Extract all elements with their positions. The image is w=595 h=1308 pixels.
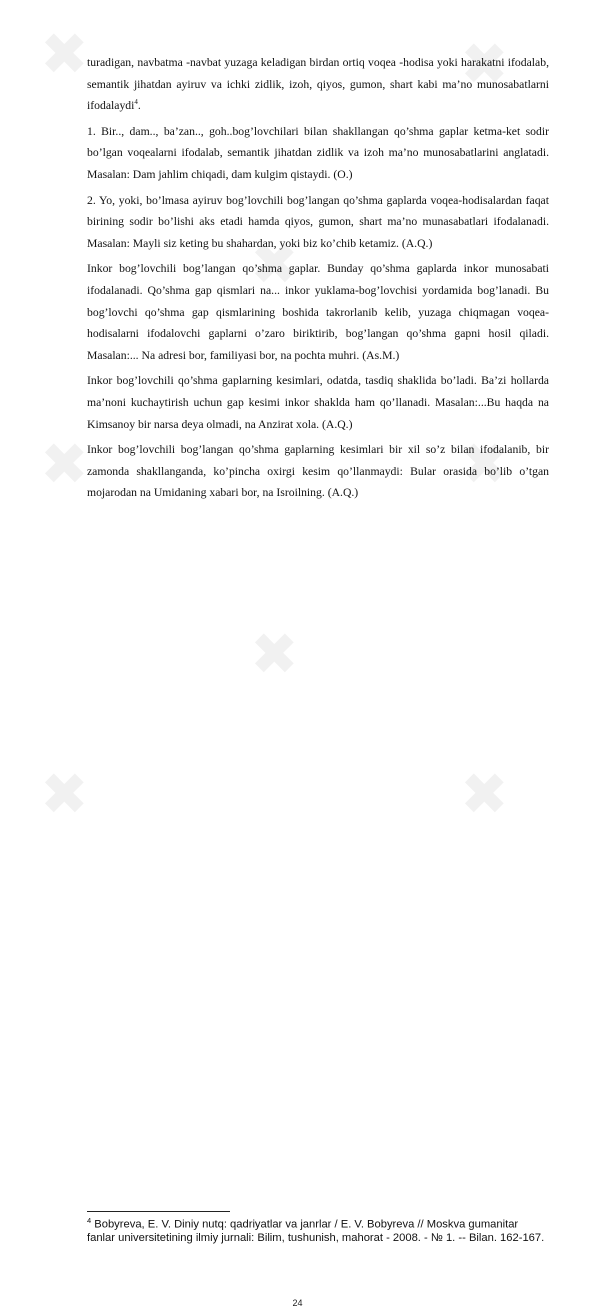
footnote-number: 4 <box>87 1215 92 1225</box>
footnote-text: Bobyreva, E. V. Diniy nutq: qadriyatlar va janrlar / E. V. Bobyreva // Moskva gumanitar fanlar universitetining ilmiy jurnali: Bilim, tushunish, mahorat - 2008. - № 1. -- Bilan. 162-167. <box>87 1218 545 1244</box>
watermark-mark: ✖ <box>460 30 509 98</box>
footnote-ref[interactable]: 4 <box>134 98 138 107</box>
watermark-mark: ✖ <box>40 760 89 828</box>
watermark-mark: ✖ <box>250 230 299 298</box>
paragraph-inkor-bir-xil: Inkor bog’lovchili bog’langan qo’shma gaplarning kesimlari bir xil so’z bilan ifodalanib, bir zamonda shakllanganda, ko’pincha oxirgi kesim qo’llanmaydi: Bular orasida bo’lib o’tgan mojarodan na Umidaning xabari bor, na Isroilning. (A.Q.) <box>87 443 549 500</box>
footnote <box>87 1214 549 1245</box>
footnote-divider <box>87 1211 230 1212</box>
watermark-mark: ✖ <box>460 430 509 498</box>
watermark-mark: ✖ <box>40 20 89 88</box>
paragraph-item-2: 2. Yo, yoki, bo’lmasa ayiruv bog’lovchili bog’langan qo’shma gaplarda voqea-hodisalardan faqat birining sodir bo’lishi aks etadi hamda qiyos, gumon, shart ma’no munasabatlari ifodalanadi. Masalan: Mayli siz keting bu shahardan, yoki biz ko’chib ketamiz. (A.Q.) <box>87 193 549 250</box>
paragraph-intro: turadigan, navbatma -navbat yuzaga keladigan birdan ortiq voqea -hodisa yoki harakatni ifodalab, semantik jihatdan ayiruv va ichki zidlik, izoh, qiyos, gumon, shart kabi ma’no munosabatlarni ifodalaydi$^4$. <box>87 56 549 113</box>
paragraph-item-1: 1. Bir.., dam.., ba’zan.., goh..bog’lovchilari bilan shakllangan qo’shma gaplar ketma-ket sodir bo’lgan voqealarni ifodalab, semantik jihatdan zidlik va izoh ma’no munosabatlarini anglatadi. Masalan: Dam jahlim chiqadi, dam kulgim qistaydi. (O.) <box>87 124 549 181</box>
watermark-mark: ✖ <box>250 620 299 688</box>
paragraph-inkor-intro: Inkor bog’lovchili bog’langan qo’shma gaplar. Bunday qo’shma gaplarda inkor munosabati ifodalanadi. Qo’shma gap qismlari na... inkor yuklama-bog’lovchisi yordamida bog’lanadi. Bu bog’lovchi qo’shma gap qismlarining boshida takrorlanib kelib, yuzaga chiqmagan voqea-hodisalarni ifodalovchi gaplarni o’zaro biriktirib, bog’langan qo’shma gapni hosil qiladi. Masalan:... Na adresi bor, familiyasi bor, na pochta muhri. (As.M.) <box>87 262 549 362</box>
watermark-mark: ✖ <box>40 430 89 498</box>
paragraph-inkor-kesim: Inkor bog’lovchili qo’shma gaplarning kesimlari, odatda, tasdiq shaklida bo’ladi. Ba’zi hollarda ma’noni kuchaytirish uchun gap kesimi inkor shaklda ham qo’llanadi. Masalan:...Bu haqda na Kimsanoy bir narsa deya olmadi, na Anzirat xola. (A.Q.) <box>87 374 549 431</box>
page-number: 24 <box>292 1298 303 1308</box>
watermark-mark: ✖ <box>460 760 509 828</box>
page-body <box>87 52 549 504</box>
